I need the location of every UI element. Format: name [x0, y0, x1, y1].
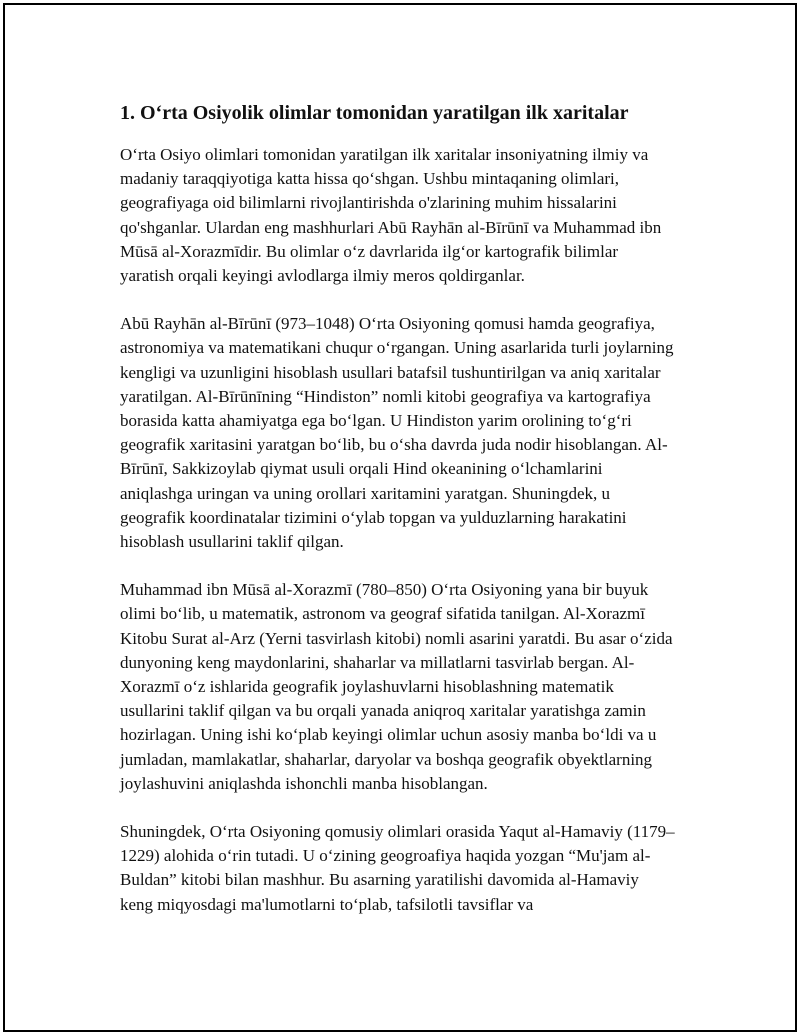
- section-heading: 1. Oʻrta Osiyolik olimlar tomonidan yaratilgan ilk xaritalar: [120, 102, 629, 124]
- paragraph-hamaviy: Shuningdek, Oʻrta Osiyoning qomusiy olimlari orasida Yaqut al-Hamaviy (1179–1229) alohida oʻrin tutadi. U oʻzining geogroafiya haqida yozgan “Mu'jam al-Buldan” kitobi bilan mashhur. Bu asarning yaratilishi davomida al-Hamaviy keng miqyosdagi ma'lumotlarni toʻplab, tafsilotli tavsiflar va: [120, 822, 675, 914]
- paragraph-biruni: Abū Rayhān al-Bīrūnī (973–1048) Oʻrta Osiyoning qomusi hamda geografiya, astronomiya va matematikani chuqur oʻrgangan. Uning asarlarida turli joylarning kengligi va uzunligini hisoblash usullari batafsil tushuntirilgan va aniq xaritalar yaratilgan. Al-Bīrūnīning “Hindiston” nomli kitobi geografiya va kartografiya borasida katta ahamiyatga ega boʻlgan. U Hindiston yarim orolining toʻgʻri geografik xaritasini yaratgan boʻlib, bu oʻsha davrda juda nodir hisoblangan. Al-Bīrūnī, Sakkizoylab qiymat usuli orqali Hind okeanining oʻlchamlarini aniqlashga uringan va uning orollari xaritamini yaratgan. Shuningdek, u geografik koordinatalar tizimini oʻylab topgan va yulduzlarning harakatini hisoblash usullarini taklif qilgan.: [120, 314, 674, 552]
- paragraph-xorazmi: Muhammad ibn Mūsā al-Xorazmī (780–850) Oʻrta Osiyoning yana bir buyuk olimi boʻlib, u matematik, astronom va geograf sifatida tanilgan. Al-Xorazmī Kitobu Surat al-Arz (Yerni tasvirlash kitobi) nomli asarini yaratdi. Bu asar oʻzida dunyoning keng maydonlarini, shaharlar va millatlarni tasvirlab bergan. Al-Xorazmī oʻz ishlarida geografik joylashuvlarni hisoblashning matematik usullarini taklif qilgan va bu orqali yanada aniqroq xaritalar yaratishga zamin hozirlagan. Uning ishi koʻplab keyingi olimlar uchun asosiy manba boʻldi va u jumladan, mamlakatlar, shaharlar, daryolar va boshqa geografik obyektlarning joylashuvini aniqlashda ishonchli manba hisoblangan.: [120, 580, 673, 793]
- document-page: [3, 3, 797, 1032]
- paragraph-intro: Oʻrta Osiyo olimlari tomonidan yaratilgan ilk xaritalar insoniyatning ilmiy va madaniy taraqqiyotiga katta hissa qoʻshgan. Ushbu mintaqaning olimlari, geografiyaga oid bilimlarni rivojlantirishda o'zlarining muhim hissalarini qo'shganlar. Ulardan eng mashhurlari Abū Rayhān al-Bīrūnī va Muhammad ibn Mūsā al-Xorazmīdir. Bu olimlar oʻz davrlarida ilgʻor kartografik bilimlar yaratish orqali keyingi avlodlarga ilmiy meros qoldirganlar.: [120, 145, 662, 286]
- document-body: [120, 99, 675, 941]
